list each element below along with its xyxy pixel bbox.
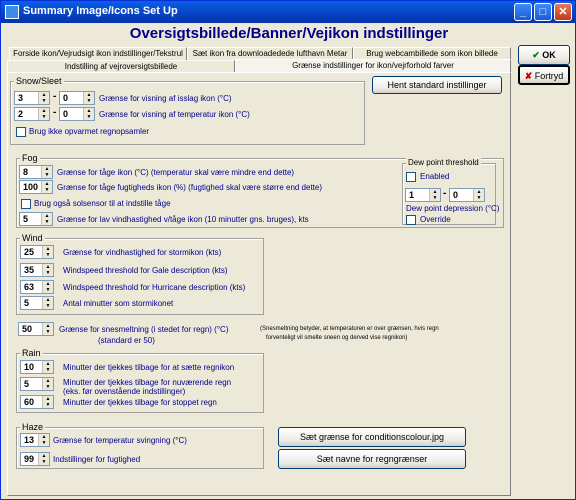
load-defaults-button[interactable]: Hent standard instillinger bbox=[372, 76, 502, 94]
wind-gale-label: Windspeed threshold for Gale description (kts) bbox=[63, 266, 228, 275]
dew-override-checkbox[interactable] bbox=[406, 215, 416, 225]
tab-page bbox=[7, 72, 511, 496]
dew-depression-label: Dew point depression (°C) bbox=[406, 204, 500, 213]
tab-webcam-ikon[interactable]: Brug webcambillede som ikon billede bbox=[353, 47, 511, 60]
cancel-label: Fortryd bbox=[534, 71, 564, 81]
title-bar[interactable] bbox=[1, 1, 575, 23]
tab-graense-indstillinger[interactable]: Grænse indstillinger for ikon/vejrforhold farver bbox=[235, 59, 511, 73]
spin-arrows-icon[interactable]: ▲ ▼ bbox=[83, 108, 94, 120]
dew-enabled-checkbox[interactable] bbox=[406, 172, 416, 182]
snow-group-title: Snow/Sleet bbox=[16, 76, 62, 86]
wind-gale-spin[interactable] bbox=[20, 263, 54, 277]
fog-humidity-spin[interactable] bbox=[19, 180, 53, 194]
spin-arrows-icon[interactable]: ▲ ▼ bbox=[42, 264, 53, 276]
rain-current-value: 5 bbox=[24, 379, 30, 389]
haze-temp-spin[interactable] bbox=[20, 433, 50, 447]
dash: - bbox=[53, 91, 57, 102]
fog-humidity-label: Grænse for tåge fugtigheds ikon (%) (fugtighed skal være større end dette) bbox=[57, 183, 323, 192]
fog-group bbox=[16, 153, 504, 228]
snow-row1-label: Grænse for visning af isslag ikon (°C) bbox=[99, 94, 232, 103]
unheated-gauge-label: Brug ikke opvarmet regnopsamler bbox=[29, 127, 150, 136]
haze-temp-label: Grænse for temperatur svingning (°C) bbox=[53, 436, 187, 445]
snow-row2-spin-a[interactable] bbox=[14, 107, 50, 121]
wind-minutes-spin[interactable] bbox=[20, 296, 54, 310]
spin-arrows-icon[interactable]: ▲ ▼ bbox=[41, 181, 52, 193]
close-button[interactable]: ✕ bbox=[554, 3, 572, 21]
dew-override-label: Override bbox=[420, 215, 451, 224]
wind-minutes-label: Antal minutter som stormikonet bbox=[63, 299, 174, 308]
snow-sleet-group bbox=[10, 76, 365, 145]
wind-storm-label: Grænse for vindhastighed for stormikon (kts) bbox=[63, 248, 222, 257]
page-heading: Oversigtsbillede/Banner/Vejikon indstillinger bbox=[129, 25, 449, 42]
cross-icon: ✘ bbox=[524, 71, 533, 81]
snow-row1-spin-a[interactable] bbox=[14, 91, 50, 105]
haze-temp-value: 13 bbox=[24, 435, 35, 445]
rain-start-value: 10 bbox=[24, 362, 35, 372]
spin-arrows-icon[interactable]: ▲ ▼ bbox=[429, 189, 440, 201]
wind-hurricane-label: Windspeed threshold for Hurricane description (kts) bbox=[63, 283, 246, 292]
spin-arrows-icon[interactable]: ▲ ▼ bbox=[41, 166, 52, 178]
spin-arrows-icon[interactable]: ▲ ▼ bbox=[42, 378, 53, 390]
snow-row1-a-value: 3 bbox=[18, 93, 24, 103]
fog-wind-label: Grænse for lav vindhastighed v/tåge ikon (10 minutter gns. bruges), kts bbox=[57, 215, 309, 224]
fog-humidity-value: 100 bbox=[23, 182, 39, 192]
snowmelt-label: Grænse for snesmeltning (i stedet for regn) (°C) bbox=[59, 325, 229, 334]
fog-wind-value: 5 bbox=[23, 214, 29, 224]
snow-row1-spin-b[interactable] bbox=[59, 91, 95, 105]
rain-group bbox=[16, 348, 264, 413]
snow-row2-spin-b[interactable] bbox=[59, 107, 95, 121]
wind-storm-value: 25 bbox=[24, 247, 35, 257]
dash: - bbox=[53, 107, 57, 118]
wind-minutes-value: 5 bbox=[24, 298, 30, 308]
dew-group-title: Dew point threshold bbox=[408, 158, 479, 167]
rain-start-spin[interactable] bbox=[20, 360, 54, 374]
spin-arrows-icon[interactable]: ▲ ▼ bbox=[473, 189, 484, 201]
snow-row1-b-value: 0 bbox=[63, 93, 69, 103]
snowmelt-note-line2: forventeligt vil smelte sneen og derved vise regnikon) bbox=[266, 335, 408, 341]
rain-current-label: Minutter der tjekkes tilbage for nuværende regn bbox=[63, 378, 232, 387]
tab-metar-ikon[interactable]: Sæt ikon fra downloadedede lufthavn Metar bbox=[187, 47, 353, 60]
rain-start-label: Minutter der tjekkes tilbage for at sætte regnikon bbox=[63, 363, 235, 372]
rain-group-title: Rain bbox=[22, 348, 41, 358]
wind-group bbox=[16, 233, 264, 315]
spin-arrows-icon[interactable]: ▲ ▼ bbox=[83, 92, 94, 104]
snow-row2-a-value: 2 bbox=[18, 109, 24, 119]
spin-arrows-icon[interactable]: ▲ ▼ bbox=[42, 361, 53, 373]
set-condition-colour-button[interactable]: Sæt grænse for conditionscolour.jpg bbox=[278, 427, 466, 447]
spin-arrows-icon[interactable]: ▲ ▼ bbox=[38, 92, 49, 104]
spin-arrows-icon[interactable]: ▲ ▼ bbox=[41, 213, 52, 225]
fog-group-title: Fog bbox=[22, 153, 38, 163]
dew-point-group bbox=[402, 158, 500, 225]
tab-vejroversigt[interactable]: Indstilling af vejroversigtsbillede bbox=[7, 60, 235, 73]
fog-solar-checkbox[interactable] bbox=[21, 199, 31, 209]
cancel-button[interactable] bbox=[518, 65, 570, 85]
snowmelt-value: 50 bbox=[22, 324, 33, 334]
rain-stopped-spin[interactable] bbox=[20, 395, 54, 409]
spin-arrows-icon[interactable]: ▲ ▼ bbox=[42, 281, 53, 293]
spin-arrows-icon[interactable]: ▲ ▼ bbox=[42, 246, 53, 258]
wind-group-title: Wind bbox=[22, 233, 43, 243]
ok-label: OK bbox=[542, 50, 556, 60]
haze-group-title: Haze bbox=[22, 422, 44, 432]
spin-arrows-icon[interactable]: ▲ ▼ bbox=[42, 297, 53, 309]
window-title: Summary Image/Icons Set Up bbox=[23, 5, 178, 17]
haze-humidity-spin[interactable] bbox=[20, 452, 50, 466]
spin-arrows-icon[interactable]: ▲ ▼ bbox=[38, 434, 49, 446]
spin-arrows-icon[interactable]: ▲ ▼ bbox=[38, 108, 49, 120]
dew-spin-b[interactable] bbox=[449, 188, 485, 202]
snowmelt-note-line1: (Snesmeltning betyder, at temperaturen er over grænsen, hvis regn bbox=[260, 326, 439, 332]
rain-current-spin[interactable] bbox=[20, 377, 54, 391]
snowmelt-default-label: (standard er 50) bbox=[98, 336, 155, 345]
wind-hurricane-spin[interactable] bbox=[20, 280, 54, 294]
haze-humidity-label: Indstillinger for fugtighed bbox=[53, 455, 141, 464]
snowmelt-spin[interactable] bbox=[18, 322, 54, 336]
set-rain-names-button[interactable]: Sæt navne for regngrænser bbox=[278, 449, 466, 469]
fog-temp-label: Grænse for tåge ikon (°C) (temperatur skal være mindre end dette) bbox=[57, 168, 295, 177]
dash: - bbox=[443, 188, 447, 199]
spin-arrows-icon[interactable]: ▲ ▼ bbox=[38, 453, 49, 465]
fog-solar-label: Brug også solsensor til at indstille tåge bbox=[34, 199, 171, 208]
minimize-button[interactable]: _ bbox=[514, 3, 532, 21]
dew-spin-a[interactable] bbox=[405, 188, 441, 202]
rain-current-sublabel: (eks. før ovenstående indstillinger) bbox=[63, 387, 186, 396]
wind-hurricane-value: 63 bbox=[24, 282, 35, 292]
spin-arrows-icon[interactable]: ▲ ▼ bbox=[42, 396, 53, 408]
snow-row2-label: Grænse for visning af temperatur ikon (°C) bbox=[99, 110, 250, 119]
dew-enabled-label: Enabled bbox=[420, 172, 450, 181]
fog-temp-value: 8 bbox=[23, 167, 29, 177]
rain-stopped-label: Minutter der tjekkes tilbage for stoppet regn bbox=[63, 398, 217, 407]
check-icon: ✔ bbox=[532, 50, 540, 60]
tab-forside-ikon[interactable]: Forside ikon/Vejrudsigt ikon indstillinger/Tekstrul bbox=[9, 47, 187, 60]
rain-stopped-value: 60 bbox=[24, 397, 35, 407]
app-icon bbox=[5, 5, 19, 19]
dew-b-value: 0 bbox=[453, 190, 459, 200]
ok-button[interactable] bbox=[518, 45, 570, 65]
snow-row2-b-value: 0 bbox=[63, 109, 69, 119]
maximize-button[interactable]: □ bbox=[534, 3, 552, 21]
fog-wind-spin[interactable] bbox=[19, 212, 53, 226]
haze-humidity-value: 99 bbox=[24, 454, 35, 464]
haze-group bbox=[16, 422, 264, 469]
wind-storm-spin[interactable] bbox=[20, 245, 54, 259]
unheated-gauge-checkbox[interactable] bbox=[16, 127, 26, 137]
spin-arrows-icon[interactable]: ▲ ▼ bbox=[42, 323, 53, 335]
fog-temp-spin[interactable] bbox=[19, 165, 53, 179]
dew-a-value: 1 bbox=[409, 190, 415, 200]
wind-gale-value: 35 bbox=[24, 265, 35, 275]
